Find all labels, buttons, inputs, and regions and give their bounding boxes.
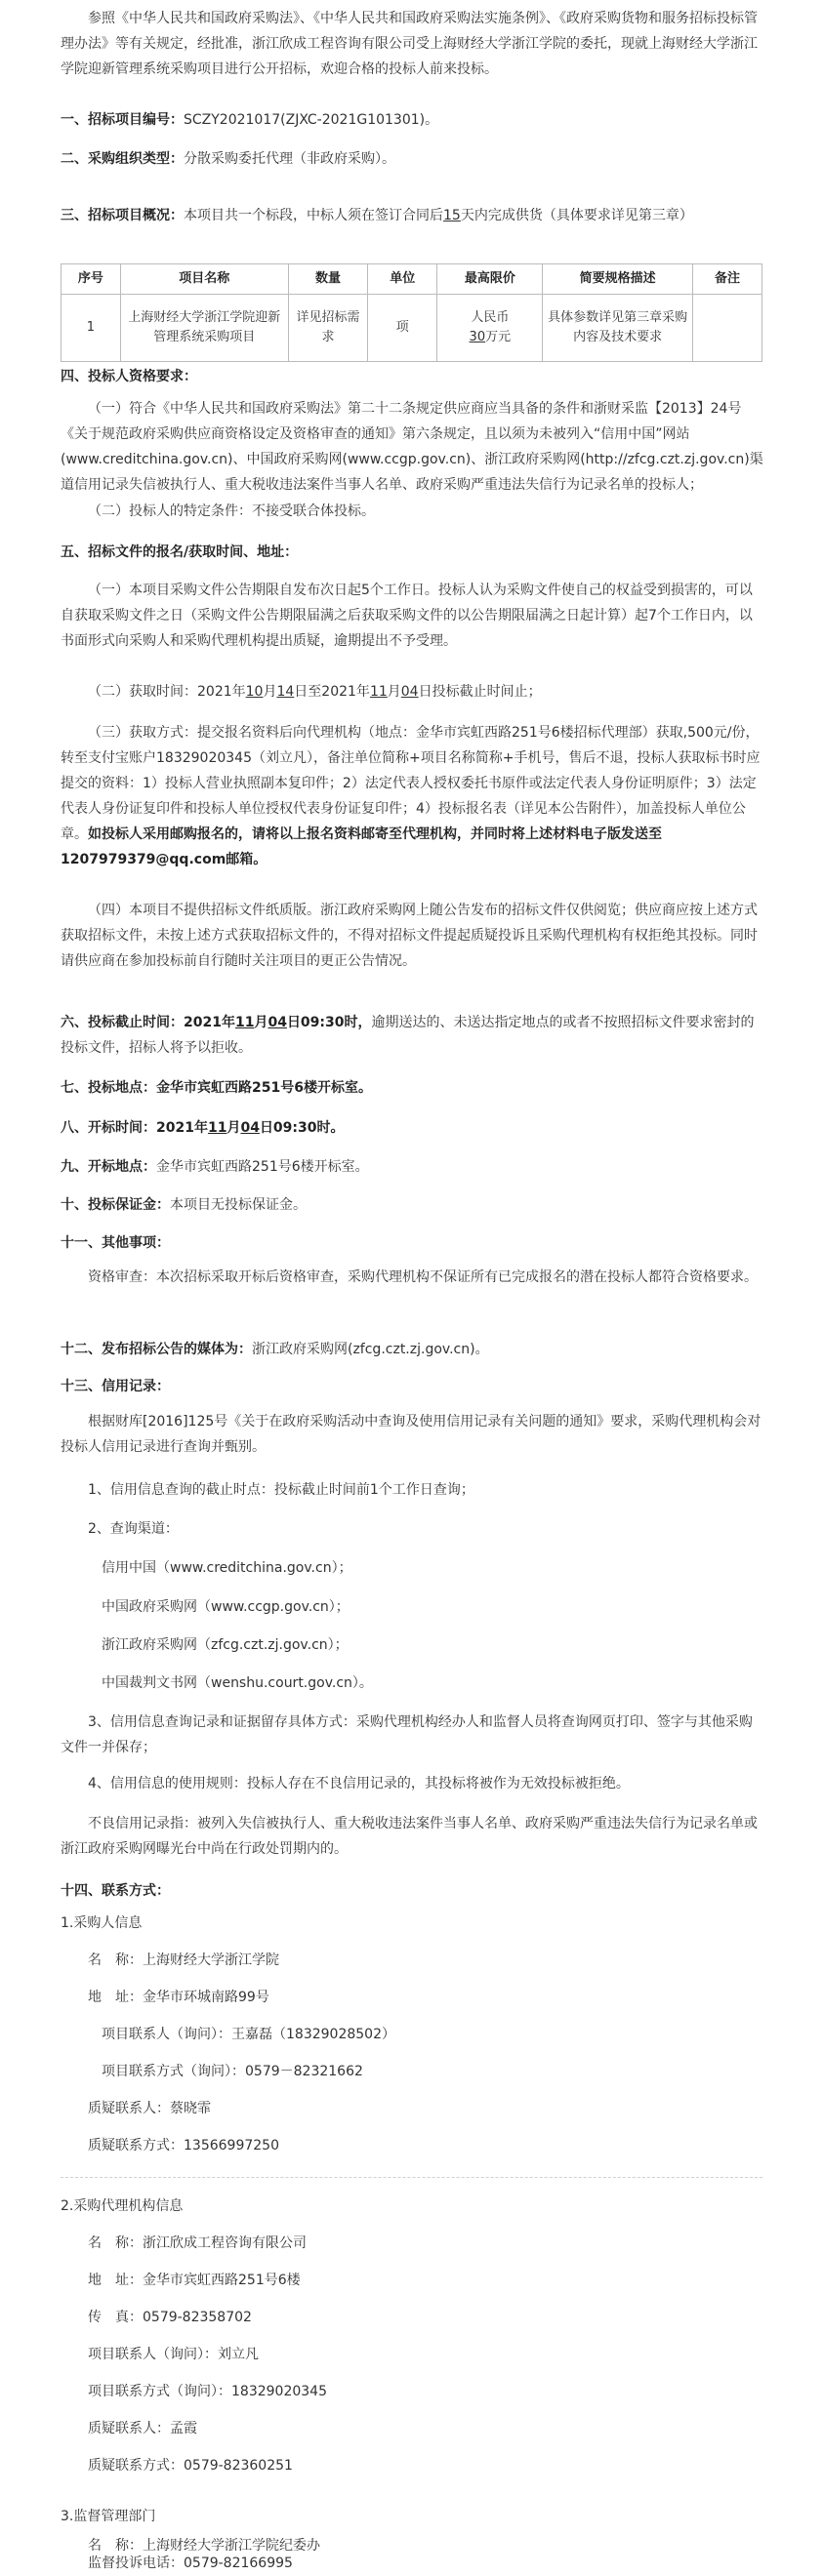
- p3-normal: （三）获取方式：提交报名资料后向代理机构（地点：金华市宾虹西路251号6楼招标代理部）获取,500元/份，转至支付宝账户18329020345（刘立凡），备注单位简称+项目名称简称+手机号，售后不退，投标人获取标书时应提交的资料：1）投标人营业执照副本复印件；2）法定代表人授权委托书原件或法定代表人身份证明原件；3）法定代表人身份证复印件和投标人单位授权代表身份证复印件；4）投标报名表（详见本公告附件），加盖投标人单位公章。: [61, 725, 761, 842]
- table-header-row: [62, 264, 762, 295]
- section-6-label: 六、投标截止时间：2021年: [61, 1015, 235, 1030]
- section-2-value: 分散采购委托代理（非政府采购）。: [184, 151, 395, 167]
- section-6-day: 04: [267, 1015, 287, 1030]
- section-7-label: 七、投标地点：金华市宾虹西路251号6楼开标室。: [61, 1080, 372, 1096]
- section-8-post: 日09:30时。: [259, 1120, 345, 1136]
- section-13-title: 十三、信用记录：: [61, 1379, 170, 1394]
- section-13-item3: 3、信用信息查询记录和证据留存具体方式：采购代理机构经办人和监督人员将查询网页打印、签字与其他采购文件一并保存；: [61, 1714, 753, 1755]
- section-5-label: [61, 540, 763, 565]
- section-10-label: 十、投标保证金：: [61, 1197, 170, 1213]
- cell-note: [692, 295, 761, 362]
- cell-desc: 具体参数详见第三章采购内容及技术要求: [543, 295, 692, 362]
- section-5-p1: （一）本项目采购文件公告期限自发布次日起5个工作日。投标人认为采购文件使自己的权益受到损害的，可以自获取采购文件之日（采购文件公告期限届满之后获取采购文件的以公告期限届满之日起计算）起7个工作日内，以书面形式向采购人和采购代理机构提出质疑，逾期提出不予受理。: [61, 583, 753, 649]
- section-9: [61, 1154, 763, 1180]
- p2-pre: （二）获取时间：2021年: [88, 684, 246, 700]
- purchaser-title: 1.采购人信息: [61, 1915, 143, 1931]
- section-10-value: 本项目无投标保证金。: [170, 1197, 307, 1213]
- divider: [61, 2177, 762, 2178]
- purchaser-q-contact: 质疑联系人：蔡晓霏: [88, 2101, 211, 2116]
- p2-mid: 日至2021年: [294, 684, 370, 700]
- section-9-label: 九、开标地点：: [61, 1159, 156, 1175]
- cell-limit-value: 30: [469, 330, 486, 344]
- section-4-p2: （二）投标人的特定条件：不接受联合体投标。: [88, 503, 375, 519]
- section-11-label: [61, 1230, 763, 1256]
- section-12-label: 十二、发布招标公告的媒体为：: [61, 1342, 252, 1357]
- table-header: 项目名称: [120, 264, 288, 295]
- p3-bold: 如投标人采用邮购报名的，请将以上报名资料邮寄至代理机构，并同时将上述材料电子版发送至1207979379@qq.com邮箱。: [61, 826, 662, 867]
- agency-fax: 传 真：0579-82358702: [88, 2310, 252, 2325]
- section-4-label: [61, 364, 763, 389]
- section-8-day: 04: [240, 1120, 260, 1136]
- channel-ccgp: 中国政府采购网（www.ccgp.gov.cn）；: [102, 1599, 350, 1615]
- section-5-p3: [61, 720, 763, 872]
- purchaser-contact: 项目联系人（询问）：王嘉磊（18329028502）: [102, 2027, 395, 2042]
- section-6: [61, 1010, 763, 1061]
- section-14-label: [61, 1878, 763, 1904]
- p2-month-label2: 月: [387, 684, 401, 700]
- channel-creditchina: 信用中国（www.creditchina.gov.cn）；: [102, 1560, 352, 1576]
- table-header: 数量: [288, 264, 367, 295]
- table-header: 序号: [62, 264, 121, 295]
- project-table: [61, 263, 762, 362]
- channel-wenshu: 中国裁判文书网（wenshu.court.gov.cn）。: [102, 1675, 373, 1691]
- table-header: 单位: [368, 264, 437, 295]
- section-7: [61, 1075, 763, 1101]
- section-2: [61, 146, 763, 172]
- section-6-mid: 月: [254, 1015, 268, 1030]
- section-5-p4: （四）本项目不提供招标文件纸质版。浙江政府采购网上随公告发布的招标文件仅供阅览；供应商应按上述方式获取招标文件，未按上述方式获取招标文件的，不得对招标文件提起质疑投诉且采购代理机构有权拒绝其投标。同时请供应商在参加投标前自行随时关注项目的更正公告情况。: [61, 903, 758, 969]
- p2-month1: 10: [245, 684, 264, 700]
- section-11-title: 十一、其他事项：: [61, 1235, 170, 1251]
- section-6-rest: 逾期送达的、未送达指定地点的或者不按照招标文件要求密封的投标文件，招标人将予以拒收。: [61, 1015, 755, 1056]
- section-2-label: 二、采购组织类型：: [61, 151, 184, 167]
- section-5-title: 五、招标文件的报名/获取时间、地址：: [61, 544, 299, 560]
- section-3-days: 15: [443, 208, 461, 223]
- section-8-mid: 月: [226, 1120, 241, 1136]
- table-header: 最高限价: [437, 264, 543, 295]
- agency-q-contact: 质疑联系人：孟霞: [88, 2421, 197, 2436]
- p2-month2: 11: [369, 684, 388, 700]
- purchaser-q-phone: 质疑联系方式：13566997250: [88, 2138, 279, 2153]
- agency-title: 2.采购代理机构信息: [61, 2198, 184, 2214]
- supervisor-phone: 监督投诉电话：0579-82166995: [88, 2556, 293, 2571]
- purchaser-name: 名 称：上海财经大学浙江学院: [88, 1952, 279, 1968]
- section-1-value: SCZY2021017(ZJXC-2021G101301)。: [184, 112, 439, 128]
- section-13-p1: 根据财库[2016]125号《关于在政府采购活动中查询及使用信用记录有关问题的通知》要求，采购代理机构会对投标人信用记录进行查询并甄别。: [61, 1414, 761, 1455]
- section-13-item1: 1、信用信息查询的截止时点：投标截止时间前1个工作日查询；: [88, 1482, 474, 1498]
- table-header: 简要规格描述: [543, 264, 692, 295]
- agency-name: 名 称：浙江欣成工程咨询有限公司: [88, 2235, 307, 2251]
- agency-contact: 项目联系人（询问）：刘立凡: [88, 2347, 259, 2362]
- p2-post: 日投标截止时间止；: [418, 684, 542, 700]
- section-9-value: 金华市宾虹西路251号6楼开标室。: [156, 1159, 369, 1175]
- section-12: [61, 1337, 763, 1362]
- section-6-post: 日09:30时，: [286, 1015, 372, 1030]
- section-6-month: 11: [234, 1015, 255, 1030]
- section-5-p2: [61, 679, 763, 704]
- intro-paragraph: 参照《中华人民共和国政府采购法》、《中华人民共和国政府采购法实施条例》、《政府采购货物和服务招标投标管理办法》等有关规定，经批准，浙江欣成工程咨询有限公司受上海财经大学浙江学院的委托，现就上海财经大学浙江学院迎新管理系统采购项目进行公开招标，欢迎合格的投标人前来投标。: [61, 11, 758, 77]
- p2-month-label1: 月: [263, 684, 277, 700]
- section-8-label: 八、开标时间：2021年: [61, 1120, 208, 1136]
- p2-day2: 04: [400, 684, 419, 700]
- section-3-post: 天内完成供货（具体要求详见第三章）: [460, 208, 693, 223]
- cell-limit-amount: [441, 328, 538, 347]
- section-1: [61, 107, 763, 133]
- p2-day1: 14: [276, 684, 295, 700]
- section-11-p1: 资格审查：本次招标采取开标后资格审查，采购代理机构不保证所有已完成报名的潜在投标人都符合资格要求。: [88, 1269, 758, 1285]
- section-14-title: 十四、联系方式：: [61, 1883, 170, 1899]
- cell-unit: 项: [368, 295, 437, 362]
- agency-phone: 项目联系方式（询问）：18329020345: [88, 2384, 327, 2399]
- table-header: 备注: [692, 264, 761, 295]
- supervisor-name: 名 称：上海财经大学浙江学院纪委办: [88, 2538, 320, 2554]
- purchaser-phone: 项目联系方式（询问）：0579－82321662: [102, 2064, 363, 2079]
- supervisor-title: 3.监督管理部门: [61, 2509, 156, 2524]
- cell-no: 1: [62, 295, 121, 362]
- cell-limit-post: 万元: [485, 330, 512, 344]
- table-row: [62, 295, 762, 362]
- purchaser-address: 地 址：金华市环城南路99号: [88, 1990, 269, 2005]
- section-3: [61, 203, 763, 228]
- section-3-pre: 本项目共一个标段，中标人须在签订合同后: [184, 208, 443, 223]
- section-13-item4: 4、信用信息的使用规则：投标人存在不良信用记录的，其投标将被作为无效投标被拒绝。: [88, 1776, 630, 1791]
- cell-qty: 详见招标需求: [288, 295, 367, 362]
- cell-limit-pre: 人民币: [471, 310, 510, 325]
- agency-address: 地 址：金华市宾虹西路251号6楼: [88, 2273, 301, 2288]
- section-4-p1: （一）符合《中华人民共和国政府采购法》第二十二条规定供应商应当具备的条件和浙财采监【2013】24号《关于规范政府采购供应商资格设定及资格审查的通知》第六条规定，且以须为未被列入“信用中国”网站(www.creditchina.gov.cn)、中国政府采购网(www.ccgp.gov.cn)、浙江政府采购网(http://zfcg.czt.zj.gov.cn)渠道信用记录失信被执行人、重大税收违法案件当事人名单、政府采购严重违法失信行为记录名单的投标人；: [61, 401, 763, 493]
- section-4-title: 四、投标人资格要求：: [61, 369, 197, 384]
- section-8: [61, 1115, 763, 1141]
- section-13-label: [61, 1374, 763, 1399]
- section-10: [61, 1192, 763, 1218]
- section-13-p2: 不良信用记录指：被列入失信被执行人、重大税收违法案件当事人名单、政府采购严重违法失信行为记录名单或浙江政府采购网曝光台中尚在行政处罚期内的。: [61, 1816, 758, 1857]
- section-1-label: 一、招标项目编号：: [61, 112, 184, 128]
- cell-name: 上海财经大学浙江学院迎新管理系统采购项目: [120, 295, 288, 362]
- section-12-value: 浙江政府采购网(zfcg.czt.zj.gov.cn)。: [252, 1342, 489, 1357]
- cell-limit: [437, 295, 543, 362]
- agency-q-phone: 质疑联系方式：0579-82360251: [88, 2458, 293, 2474]
- section-3-label: 三、招标项目概况：: [61, 208, 184, 223]
- channel-zfcg: 浙江政府采购网（zfcg.czt.zj.gov.cn）；: [102, 1637, 349, 1653]
- section-8-month: 11: [207, 1120, 227, 1136]
- section-13-item2: 2、查询渠道：: [88, 1521, 179, 1537]
